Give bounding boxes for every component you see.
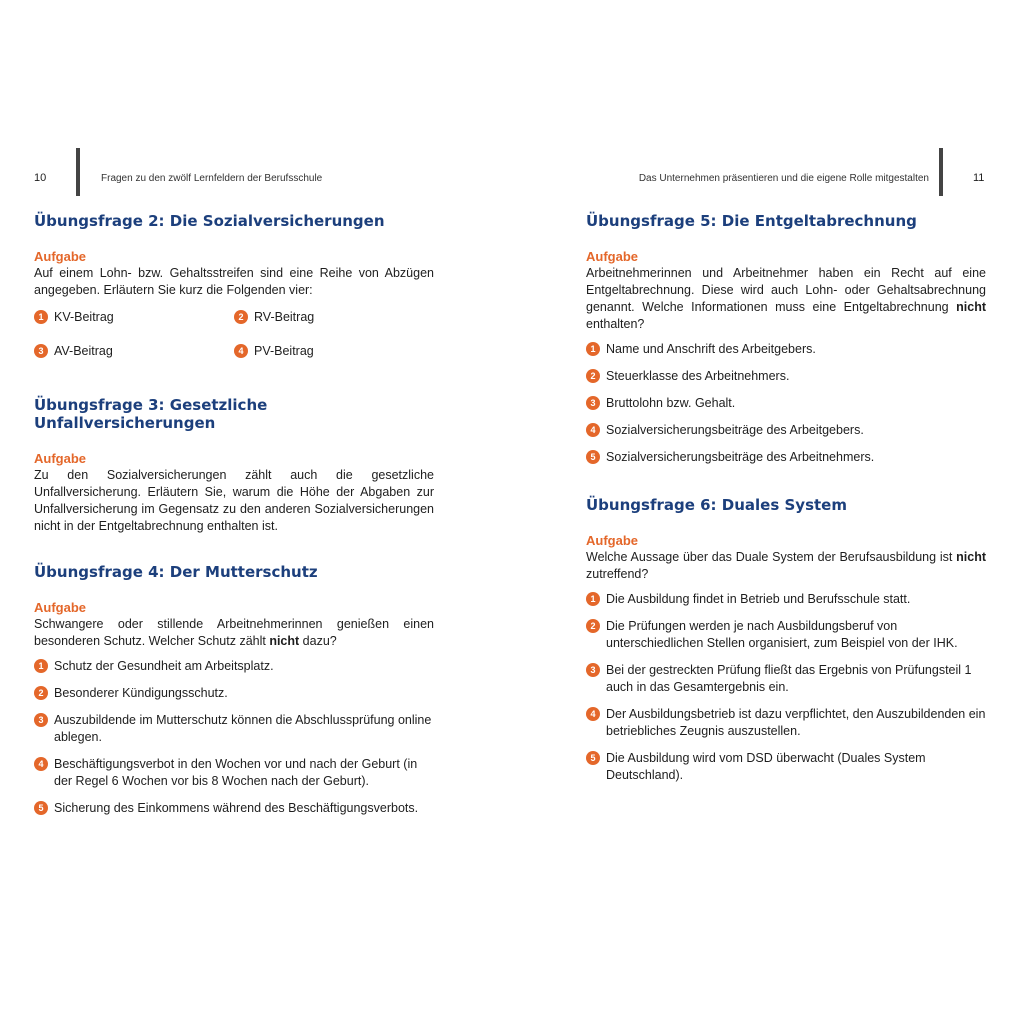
- number-badge-icon: 5: [586, 450, 600, 464]
- number-badge-icon: 1: [34, 310, 48, 324]
- running-head: Das Unternehmen präsentieren und die eigene Rolle mitgestalten: [638, 173, 929, 184]
- task-text-emphasis: nicht: [269, 634, 300, 648]
- task-label: Aufgabe: [34, 249, 86, 264]
- page-number: 11: [973, 172, 985, 184]
- task-text-part: Schwangere oder stillende Arbeitnehmerinnen genießen einen besonderen Schutz. Welcher Schutz zählt: [34, 617, 434, 648]
- item-text: Steuerklasse des Arbeitnehmers.: [606, 369, 790, 383]
- question-title: Übungsfrage 6: Duales System: [586, 496, 847, 514]
- number-badge-icon: 2: [586, 619, 600, 633]
- list-item: [34, 343, 234, 360]
- item-text: Name und Anschrift des Arbeitgebers.: [606, 342, 816, 356]
- item-text: Die Ausbildung wird vom DSD überwacht (Duales System Deutschland).: [606, 751, 926, 782]
- number-badge-icon: 4: [34, 757, 48, 771]
- task-text: [586, 549, 986, 583]
- question-3: [34, 396, 434, 535]
- list-item: [586, 706, 986, 740]
- task-text: [34, 616, 434, 650]
- number-badge-icon: 3: [34, 713, 48, 727]
- item-text: Bruttolohn bzw. Gehalt.: [606, 396, 736, 410]
- running-head: Fragen zu den zwölf Lernfeldern der Berufsschule: [101, 173, 323, 184]
- item-text: Der Ausbildungsbetrieb ist dazu verpflichtet, den Auszubildenden ein betriebliches Zeugnis auszustellen.: [606, 707, 986, 738]
- list-item: [586, 368, 986, 385]
- answer-list: [34, 658, 434, 817]
- answer-list: [586, 591, 986, 784]
- task-label: Aufgabe: [586, 533, 638, 548]
- list-item: [586, 449, 986, 466]
- item-text: Besonderer Kündigungsschutz.: [54, 686, 228, 700]
- list-item: [586, 750, 986, 784]
- question-4: [34, 563, 434, 817]
- list-item: [586, 591, 986, 608]
- list-item: [586, 395, 986, 412]
- item-text: Die Ausbildung findet in Betrieb und Berufsschule statt.: [606, 592, 911, 606]
- item-text: Beschäftigungsverbot in den Wochen vor und nach der Geburt (in der Regel 6 Wochen vor bis 8 Wochen nach der Geburt).: [54, 757, 418, 788]
- list-item: [234, 343, 434, 360]
- header-rule: [76, 148, 80, 196]
- item-text: PV-Beitrag: [254, 344, 314, 358]
- number-badge-icon: 3: [586, 396, 600, 410]
- right-page: [510, 0, 1020, 1020]
- task-text-part: enthalten?: [586, 317, 645, 331]
- item-text: Sozialversicherungsbeiträge des Arbeitnehmers.: [606, 450, 875, 464]
- item-text: Bei der gestreckten Prüfung fließt das Ergebnis von Prüfungsteil 1 auch in das Gesamtergebnis ein.: [606, 663, 972, 694]
- list-item: [586, 341, 986, 358]
- task-label: Aufgabe: [34, 600, 86, 615]
- question-6: [586, 496, 986, 784]
- list-item: [234, 309, 434, 326]
- task-text-part: zutreffend?: [586, 567, 649, 581]
- number-badge-icon: 3: [34, 344, 48, 358]
- task-text-emphasis: nicht: [956, 550, 986, 564]
- list-item: [34, 712, 434, 746]
- task-label: Aufgabe: [34, 451, 86, 466]
- right-content: [586, 212, 986, 806]
- number-badge-icon: 2: [234, 310, 248, 324]
- list-item: [586, 422, 986, 439]
- item-text: AV-Beitrag: [54, 344, 113, 358]
- header-rule: [939, 148, 943, 196]
- page-number: 10: [34, 172, 47, 184]
- number-badge-icon: 2: [34, 686, 48, 700]
- task-text: [586, 265, 986, 333]
- list-item: [34, 756, 434, 790]
- item-text: Auszubildende im Mutterschutz können die Abschlussprüfung online ablegen.: [54, 713, 432, 744]
- number-badge-icon: 3: [586, 663, 600, 677]
- item-text: Sozialversicherungsbeiträge des Arbeitgebers.: [606, 423, 864, 437]
- task-text-part: Welche Aussage über das Duale System der Berufsausbildung ist: [586, 550, 957, 564]
- list-item: [34, 800, 434, 817]
- answer-grid: [34, 309, 434, 360]
- number-badge-icon: 5: [586, 751, 600, 765]
- number-badge-icon: 4: [586, 423, 600, 437]
- question-2: [34, 212, 434, 360]
- number-badge-icon: 2: [586, 369, 600, 383]
- question-title: Übungsfrage 5: Die Entgeltabrechnung: [586, 212, 917, 230]
- task-text: Zu den Sozialversicherungen zählt auch die gesetzliche Unfallversicherung. Erläutern Sie, warum die Höhe der Abgaben zur Unfallversicherung im Gegensatz zu den anderen Sozialversicherungen nicht in der Entgeltabrechnung enthalten ist.: [34, 468, 434, 533]
- list-item: [34, 658, 434, 675]
- task-text-part: Arbeitnehmerinnen und Arbeitnehmer haben ein Recht auf eine Entgeltabrechnung. Diese wird auch Lohn- oder Gehaltsabrechnung genannt. Welche Informationen muss eine Entgeltabrechnung: [586, 266, 986, 314]
- answer-list: [586, 341, 986, 466]
- number-badge-icon: 4: [586, 707, 600, 721]
- list-item: [586, 662, 986, 696]
- task-text-emphasis: nicht: [956, 300, 986, 314]
- number-badge-icon: 1: [586, 592, 600, 606]
- number-badge-icon: 5: [34, 801, 48, 815]
- question-title: Übungsfrage 3: Gesetzliche Unfallversicherungen: [34, 396, 268, 432]
- number-badge-icon: 4: [234, 344, 248, 358]
- question-title: Übungsfrage 2: Die Sozialversicherungen: [34, 212, 385, 230]
- task-label: Aufgabe: [586, 249, 638, 264]
- task-text-part: dazu?: [299, 634, 337, 648]
- task-text: Auf einem Lohn- bzw. Gehaltsstreifen sind eine Reihe von Abzügen angegeben. Erläutern Sie kurz die Folgenden vier:: [34, 266, 434, 297]
- item-text: KV-Beitrag: [54, 310, 114, 324]
- question-title: Übungsfrage 4: Der Mutterschutz: [34, 563, 318, 581]
- number-badge-icon: 1: [586, 342, 600, 356]
- item-text: Schutz der Gesundheit am Arbeitsplatz.: [54, 659, 274, 673]
- list-item: [34, 309, 234, 326]
- question-5: [586, 212, 986, 466]
- item-text: Sicherung des Einkommens während des Beschäftigungsverbots.: [54, 801, 419, 815]
- number-badge-icon: 1: [34, 659, 48, 673]
- left-content: [34, 212, 434, 839]
- item-text: Die Prüfungen werden je nach Ausbildungsberuf von unterschiedlichen Stellen organisiert, zum Beispiel von der IHK.: [606, 619, 958, 650]
- item-text: RV-Beitrag: [254, 310, 315, 324]
- list-item: [34, 685, 434, 702]
- list-item: [586, 618, 986, 652]
